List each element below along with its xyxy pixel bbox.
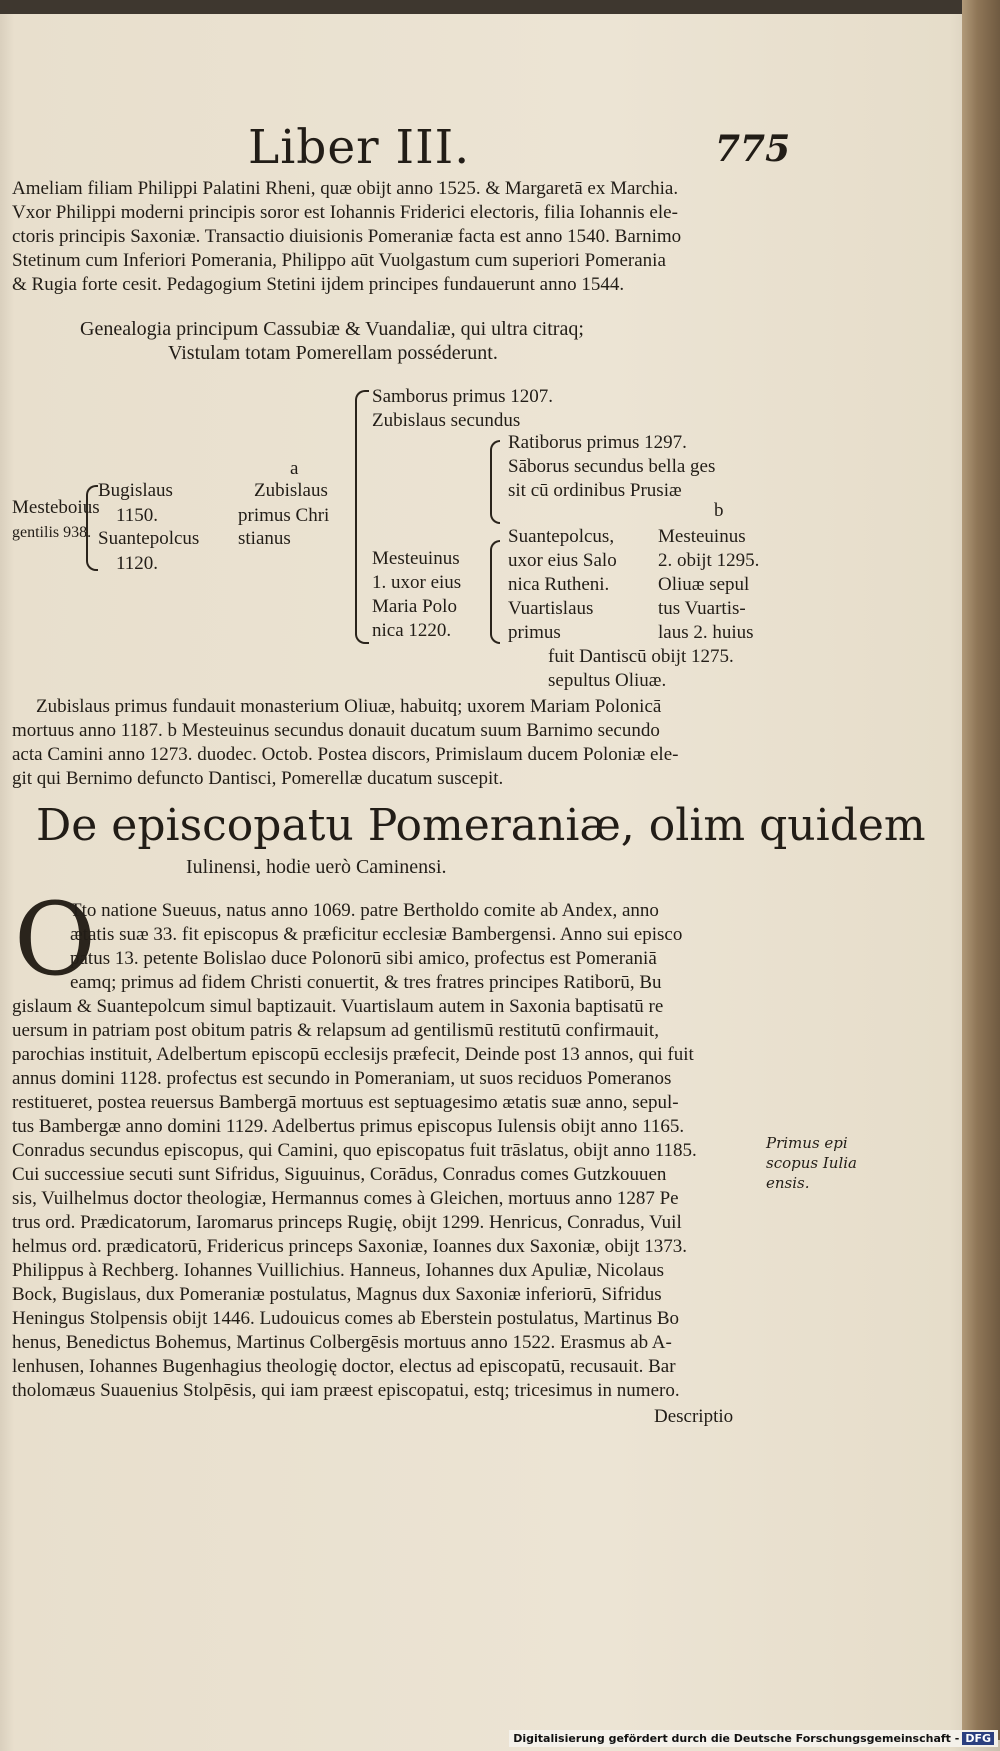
gen4-line: 1. uxor eius	[372, 572, 462, 593]
gen5-line: Oliuæ sepul	[658, 574, 750, 595]
brace-gen4-top	[490, 440, 500, 524]
gen5-line: sit cū ordinibus Prusiæ	[508, 480, 682, 501]
body-line: annus domini 1128. profectus est secundo in Pomeraniam, ut suos reciduos Pomeranos	[12, 1068, 672, 1089]
gen3-line: stianus	[238, 528, 291, 549]
gen2-name: Bugislaus	[98, 480, 173, 501]
intro-line: Vxor Philippi moderni principis soror est Iohannis Friderici electoris, filia Iohannis ele-	[12, 202, 678, 223]
root-date: gentilis 938.	[12, 524, 92, 541]
notes-line: acta Camini anno 1273. duodec. Octob. Postea discors, Primislaum ducem Poloniæ ele-	[12, 744, 679, 765]
body-line: tus Bambergæ anno domini 1129. Adelbertus primus episcopus Iulensis obijt anno 1165.	[12, 1116, 685, 1137]
body-line: parochias instituit, Adelbertum episcopū ecclesijs præfecit, Deinde post 13 annos, qui fuit	[12, 1044, 694, 1065]
body-line: helmus ord. prædicatorū, Fridericus princeps Saxoniæ, Ioannes dux Saxoniæ, obijt 1373.	[12, 1236, 687, 1257]
intro-line: & Rugia forte cesit. Pedagogium Stetini ijdem principes fundauerunt anno 1544.	[12, 274, 625, 295]
brace-gen3	[355, 390, 369, 644]
page-number: 775	[715, 128, 791, 170]
body-line: Bock, Bugislaus, dux Pomeraniæ postulatus, Magnus dux Saxoniæ inferiorū, Sifridus	[12, 1284, 662, 1305]
body-line: lenhusen, Iohannes Bugenhagius theologię doctor, electus ad episcopatū, recusauit. Bar	[12, 1356, 676, 1377]
gen5-line: uxor eius Salo	[508, 550, 617, 571]
gen5-line: Sāborus secundus bella ges	[508, 456, 716, 477]
gen5-line: fuit Dantiscū obijt 1275.	[548, 646, 734, 667]
body-line: Cui successiue secuti sunt Sifridus, Siguuinus, Corādus, Conradus comes Gutzkouuen	[12, 1164, 667, 1185]
notes-line: mortuus anno 1187. b Mesteuinus secundus donauit ducatum suum Barnimo secundo	[12, 720, 660, 741]
gen5-line: primus	[508, 622, 561, 643]
dfg-logo: DFG	[962, 1732, 994, 1745]
genealogy-heading: Vistulam totam Pomerellam posséderunt.	[168, 342, 498, 364]
section-subtitle: Iulinensi, hodie uerò Caminensi.	[186, 856, 447, 878]
gen4-line: Maria Polo	[372, 596, 457, 617]
body-line: Conradus secundus episcopus, qui Camini, quo episcopatus fuit trāslatus, obijt anno 1185.	[12, 1140, 697, 1161]
marginal-note: scopus Iulia	[766, 1154, 857, 1172]
section-title: De episcopatu Pomeraniæ, olim quidem	[36, 800, 926, 851]
body-line: trus ord. Prædicatorum, Iaromarus princeps Rugię, obijt 1299. Henricus, Conradus, Vuil	[12, 1212, 682, 1233]
gen5-line: Ratiborus primus 1297.	[508, 432, 687, 453]
gen4-line: Samborus primus 1207.	[372, 386, 554, 407]
digitization-footer	[509, 1730, 998, 1747]
drop-capital: O	[14, 881, 96, 998]
body-line: ætatis suæ 33. fit episcopus & præficitur ecclesiæ Bambergensi. Anno sui episco	[70, 924, 683, 945]
book-spine	[962, 0, 1000, 1740]
gen5-line: tus Vuartis-	[658, 598, 746, 619]
gen5-line: laus 2. huius	[658, 622, 754, 643]
footer-text: Digitalisierung gefördert durch die Deutsche Forschungsgemeinschaft -	[513, 1732, 960, 1745]
catchword: Descriptio	[654, 1406, 734, 1427]
gen2-name: Suantepolcus	[98, 528, 200, 549]
body-line: tholomæus Suauenius Stolpēsis, qui iam præest episcopatui, estq; tricesimus in numero.	[12, 1380, 680, 1401]
running-header-title: Liber III.	[248, 120, 471, 175]
gen5-line: sepultus Oliuæ.	[548, 670, 667, 691]
brace-root	[86, 485, 98, 571]
gen5-line: Vuartislaus	[508, 598, 594, 619]
intro-line: Stetinum cum Inferiori Pomerania, Philippo aūt Vuolgastum cum superiori Pomerania	[12, 250, 666, 271]
body-line: Philippus à Rechberg. Iohannes Vuillichius. Hanneus, Iohannes dux Apuliæ, Nicolaus	[12, 1260, 664, 1281]
gen5-line: 2. obijt 1295.	[658, 550, 760, 571]
body-line: Heningus Stolpensis obijt 1446. Ludouicus comes ab Eberstein postulatus, Martinus Bo	[12, 1308, 680, 1329]
body-line: eamq; primus ad fidem Christi conuertit, & tres fratres principes Ratiborū, Bu	[70, 972, 662, 993]
gen3-line: primus Chri	[238, 505, 330, 526]
body-line: sis, Vuilhelmus doctor theologiæ, Hermannus comes à Gleichen, mortuus anno 1287 Pe	[12, 1188, 679, 1209]
notes-line: git qui Bernimo defuncto Dantisci, Pomerellæ ducatum suscepit.	[12, 768, 504, 789]
gen5-marker: b	[714, 500, 724, 521]
marginal-note: ensis.	[766, 1174, 810, 1192]
gen5-line: nica Rutheni.	[508, 574, 610, 595]
genealogy-heading: Genealogia principum Cassubiæ & Vuandaliæ, qui ultra citraq;	[80, 318, 584, 340]
brace-gen4-bottom	[490, 540, 500, 644]
notes-line: Zubislaus primus fundauit monasterium Oliuæ, habuitq; uxorem Mariam Polonicā	[36, 696, 662, 717]
page-top-edge	[0, 0, 1000, 14]
gen4-line: nica 1220.	[372, 620, 452, 641]
gen3-line: Zubislaus	[254, 480, 328, 501]
gen2-date: 1120.	[116, 553, 159, 574]
body-line: uersum in patriam post obitum patris & relapsum ad gentilismū restitutū confirmauit,	[12, 1020, 659, 1041]
gen4-line: Zubislaus secundus	[372, 410, 521, 431]
body-line: Tto natione Sueuus, natus anno 1069. patre Bertholdo comite ab Andex, anno	[70, 900, 659, 921]
gen4-line: Mesteuinus	[372, 548, 460, 569]
marginal-note: Primus epi	[766, 1134, 848, 1152]
body-line: henus, Benedictus Bohemus, Martinus Colbergēsis mortuus anno 1522. Erasmus ab A-	[12, 1332, 672, 1353]
gen5-line: Mesteuinus	[658, 526, 746, 547]
body-line: patus 13. petente Bolislao duce Polonorū sibi amico, profectus est Pomeraniā	[70, 948, 657, 969]
gen5-line: Suantepolcus,	[508, 526, 615, 547]
body-line: restitueret, postea reuersus Bambergā mortuus est septuagesimo ætatis suæ anno, sepul-	[12, 1092, 679, 1113]
intro-line: ctoris principis Saxoniæ. Transactio diuisionis Pomeraniæ facta est anno 1540. Barnimo	[12, 226, 682, 247]
body-line: gislaum & Suantepolcum simul baptizauit. Vuartislaum autem in Saxonia baptisatū re	[12, 996, 664, 1017]
root-name: Mesteboius	[12, 497, 100, 518]
gen3-marker: a	[290, 458, 299, 479]
intro-line: Ameliam filiam Philippi Palatini Rheni, quæ obijt anno 1525. & Margaretā ex Marchia.	[12, 178, 679, 199]
gen2-date: 1150.	[116, 505, 159, 526]
